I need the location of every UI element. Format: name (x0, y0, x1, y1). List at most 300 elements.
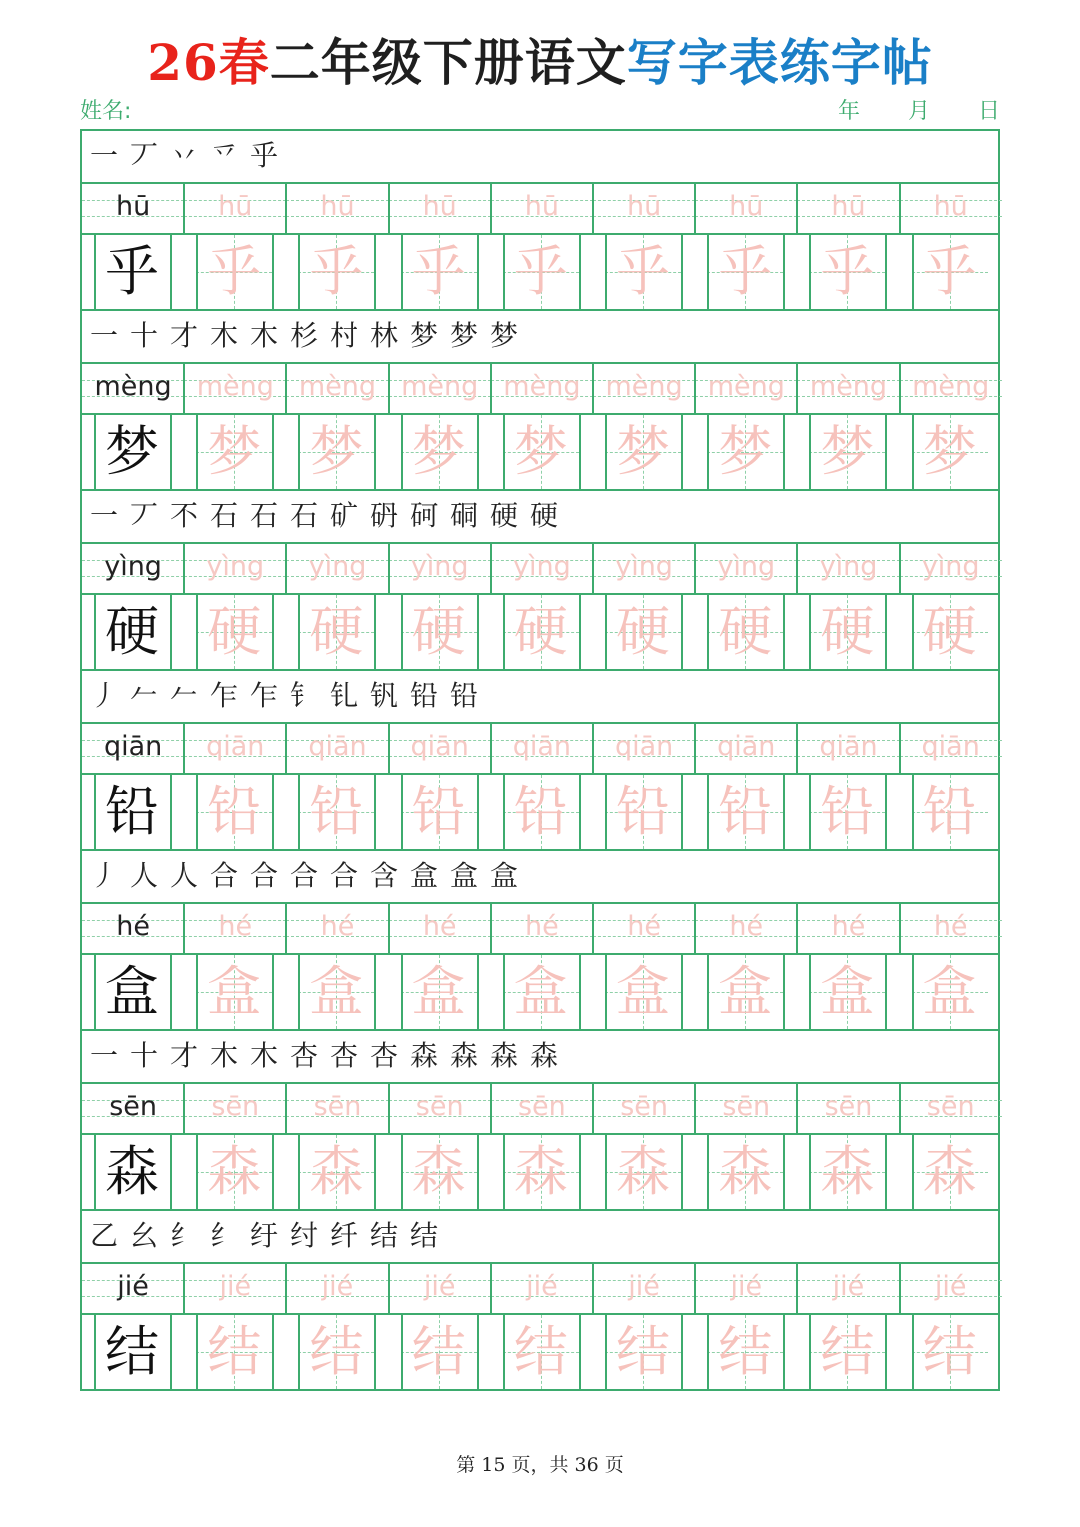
pinyin-trace: sēn (824, 1091, 873, 1122)
grid-divider (885, 1315, 887, 1389)
character-trace-cell[interactable] (912, 415, 988, 489)
grid-divider (183, 364, 185, 413)
pinyin-trace-cell[interactable] (286, 364, 388, 413)
pinyin-trace-cell[interactable] (389, 1264, 491, 1313)
stroke-step: 木 (210, 319, 239, 352)
character-trace: 铅 (513, 780, 568, 843)
grid-divider (694, 544, 696, 593)
stroke-step: 纟 (210, 1219, 239, 1252)
stroke-step: 𠂉 (130, 679, 159, 712)
stroke-step: 纣 (290, 1219, 319, 1252)
pinyin-trace: jié (526, 1271, 558, 1302)
character-trace-cell[interactable] (912, 1135, 988, 1209)
pinyin-trace-cell[interactable] (900, 724, 1002, 773)
grid-divider (272, 415, 274, 489)
pinyin-trace: hé (525, 911, 559, 942)
grid-divider (783, 595, 785, 669)
character-trace-cell[interactable] (707, 235, 783, 309)
character-trace: 结 (513, 1320, 568, 1383)
date-group (838, 96, 1000, 128)
grid-divider (592, 184, 594, 233)
grid-divider (707, 1135, 709, 1209)
stroke-step: 不 (170, 499, 199, 532)
grid-divider (170, 1135, 172, 1209)
pinyin-trace: jié (832, 1271, 865, 1302)
pinyin-trace: hū (422, 191, 457, 222)
character-trace-cell[interactable] (912, 955, 988, 1029)
day-label: 日 (977, 99, 1000, 124)
character-trace-cell[interactable] (605, 595, 681, 669)
pinyin-trace-cell[interactable] (900, 364, 1002, 413)
character-trace-cell[interactable] (298, 595, 374, 669)
character-trace-cell[interactable] (196, 955, 272, 1029)
grid-divider (783, 235, 785, 309)
character-row (80, 773, 1000, 849)
grid-divider (298, 595, 300, 669)
pinyin-trace: sēn (313, 1091, 362, 1122)
stroke-step: 砃 (370, 499, 399, 532)
character-trace-cell[interactable] (401, 235, 477, 309)
character-trace: 梦 (309, 420, 364, 483)
grid-divider (490, 184, 492, 233)
character-trace: 结 (718, 1320, 773, 1383)
grid-divider (579, 775, 581, 849)
pinyin-trace-cell[interactable] (491, 544, 593, 593)
grid-divider (503, 1315, 505, 1389)
grid-divider (374, 955, 376, 1029)
grid-divider (183, 1084, 185, 1133)
pinyin-trace-cell[interactable] (695, 184, 797, 233)
practice-entry (80, 669, 1000, 849)
grid-divider (783, 955, 785, 1029)
pinyin-trace-cell[interactable] (593, 1084, 695, 1133)
grid-divider (477, 235, 479, 309)
pinyin-trace: mèng (605, 371, 683, 402)
stroke-step: 乍 (250, 679, 279, 712)
character-trace-cell[interactable] (196, 595, 272, 669)
grid-divider (401, 1135, 403, 1209)
pinyin-trace: sēn (620, 1091, 668, 1122)
character-trace-cell[interactable] (401, 1315, 477, 1389)
grid-divider (477, 955, 479, 1029)
grid-divider (912, 775, 914, 849)
grid-divider (374, 235, 376, 309)
pinyin-trace-cell[interactable] (491, 184, 593, 233)
character-trace: 铅 (820, 780, 875, 843)
character-trace-cell[interactable] (605, 955, 681, 1029)
grid-divider (490, 1084, 492, 1133)
grid-divider (592, 364, 594, 413)
pinyin-trace: yìng (717, 551, 776, 582)
character-trace-cell[interactable] (196, 1315, 272, 1389)
month-label: 月 (907, 99, 930, 124)
character-trace-cell[interactable] (503, 595, 579, 669)
grid-divider (272, 1135, 274, 1209)
pinyin-trace-cell[interactable] (286, 724, 388, 773)
grid-divider (681, 955, 683, 1029)
pinyin-trace: jié (934, 1271, 967, 1302)
pinyin-trace-cell[interactable] (184, 1084, 286, 1133)
pinyin-model: hū (115, 191, 151, 222)
practice-entry (80, 849, 1000, 1029)
pinyin-trace: jié (321, 1271, 354, 1302)
pinyin-trace-cell[interactable] (389, 184, 491, 233)
pinyin-trace-cell[interactable] (184, 904, 286, 953)
grid-divider (477, 775, 479, 849)
character-trace-cell[interactable] (707, 595, 783, 669)
pinyin-trace: qiān (512, 731, 572, 762)
pinyin-model-cell (82, 1264, 184, 1313)
character-trace-cell[interactable] (298, 415, 374, 489)
character-trace: 硬 (513, 600, 568, 663)
character-trace-cell[interactable] (503, 775, 579, 849)
pinyin-trace-cell[interactable] (900, 1264, 1002, 1313)
pinyin-trace-cell[interactable] (184, 1264, 286, 1313)
pinyin-trace: jié (423, 1271, 456, 1302)
grid-divider (388, 904, 390, 953)
pinyin-model: mèng (94, 371, 172, 402)
character-trace: 结 (820, 1320, 875, 1383)
character-trace-cell[interactable] (707, 775, 783, 849)
character-trace: 盒 (922, 960, 977, 1023)
pinyin-trace: qiān (921, 731, 980, 762)
character-trace-cell[interactable] (401, 775, 477, 849)
pinyin-trace-cell[interactable] (389, 1084, 491, 1133)
character-trace-cell[interactable] (298, 1135, 374, 1209)
pinyin-trace-cell[interactable] (695, 724, 797, 773)
grid-divider (796, 1084, 798, 1133)
grid-divider (592, 1264, 594, 1313)
stroke-step: 乊 (210, 139, 239, 172)
character-trace: 盒 (820, 960, 875, 1023)
character-trace-cell[interactable] (809, 235, 885, 309)
character-row (80, 233, 1000, 309)
character-trace-cell[interactable] (503, 235, 579, 309)
grid-divider (285, 1264, 287, 1313)
grid-divider (681, 595, 683, 669)
stroke-order-row (80, 669, 1000, 722)
stroke-step: 森 (490, 1039, 519, 1072)
stroke-step: 结 (410, 1219, 439, 1252)
pinyin-row (80, 182, 1000, 233)
character-trace-cell[interactable] (809, 415, 885, 489)
character-trace-cell[interactable] (809, 955, 885, 1029)
character-trace-cell[interactable] (707, 415, 783, 489)
character-trace: 结 (309, 1320, 364, 1383)
grid-divider (503, 955, 505, 1029)
character-trace-cell[interactable] (809, 1135, 885, 1209)
character-trace-cell[interactable] (196, 415, 272, 489)
pinyin-trace: mèng (809, 371, 888, 402)
character-trace-cell[interactable] (298, 955, 374, 1029)
stroke-step: 杏 (290, 1039, 319, 1072)
pinyin-trace-cell[interactable] (695, 364, 797, 413)
grid-divider (94, 1135, 96, 1209)
grid-divider (388, 724, 390, 773)
stroke-step: 盒 (410, 859, 439, 892)
pinyin-trace-cell[interactable] (695, 544, 797, 593)
character-trace-cell[interactable] (707, 1315, 783, 1389)
character-trace-cell[interactable] (196, 775, 272, 849)
character-trace: 盒 (718, 960, 773, 1023)
grid-divider (681, 1135, 683, 1209)
stroke-step: 森 (450, 1039, 479, 1072)
character-trace: 梦 (207, 420, 262, 483)
character-trace-cell[interactable] (401, 595, 477, 669)
grid-divider (796, 364, 798, 413)
pinyin-trace-cell[interactable] (491, 904, 593, 953)
stroke-step: 乍 (210, 679, 239, 712)
practice-entry (80, 129, 1000, 309)
pinyin-trace-cell[interactable] (695, 1084, 797, 1133)
grid-divider (694, 1264, 696, 1313)
pinyin-row (80, 362, 1000, 413)
character-trace-cell[interactable] (605, 235, 681, 309)
pinyin-trace: yìng (410, 551, 469, 582)
grid-divider (490, 724, 492, 773)
character-trace: 盒 (207, 960, 262, 1023)
character-trace-cell[interactable] (912, 595, 988, 669)
pinyin-trace: sēn (722, 1091, 771, 1122)
character-trace-cell[interactable] (809, 595, 885, 669)
grid-divider (605, 595, 607, 669)
practice-entry (80, 489, 1000, 669)
pinyin-model-cell (82, 724, 184, 773)
grid-divider (183, 184, 185, 233)
practice-entry (80, 1209, 1000, 1389)
pinyin-trace-cell[interactable] (797, 544, 899, 593)
character-trace-cell[interactable] (298, 775, 374, 849)
character-trace: 乎 (411, 240, 466, 303)
character-trace-cell[interactable] (809, 1315, 885, 1389)
stroke-step: 砢 (410, 499, 439, 532)
character-trace: 铅 (207, 780, 262, 843)
grid-divider (796, 904, 798, 953)
pinyin-trace-cell[interactable] (286, 1084, 388, 1133)
pinyin-trace: qiān (614, 731, 674, 762)
title-part-year: 26春 (147, 33, 270, 92)
grid-divider (796, 184, 798, 233)
pinyin-trace-cell[interactable] (389, 904, 491, 953)
pinyin-trace-cell[interactable] (593, 724, 695, 773)
pinyin-trace: yìng (921, 551, 980, 582)
grid-divider (388, 364, 390, 413)
pinyin-trace-cell[interactable] (797, 1264, 899, 1313)
stroke-step: 才 (170, 319, 199, 352)
pinyin-trace-cell[interactable] (491, 1264, 593, 1313)
grid-divider (796, 544, 798, 593)
character-trace-cell[interactable] (196, 235, 272, 309)
character-trace-cell[interactable] (298, 235, 374, 309)
pinyin-trace-cell[interactable] (593, 904, 695, 953)
stroke-order-row (80, 1209, 1000, 1262)
grid-divider (579, 595, 581, 669)
pinyin-trace-cell[interactable] (389, 724, 491, 773)
stroke-step: 乙 (90, 1219, 119, 1252)
pinyin-trace-cell[interactable] (797, 184, 899, 233)
pinyin-trace: hé (729, 911, 764, 942)
grid-divider (272, 1315, 274, 1389)
pinyin-trace: jié (219, 1271, 252, 1302)
grid-divider (796, 724, 798, 773)
character-trace-cell[interactable] (912, 235, 988, 309)
character-trace: 乎 (207, 240, 262, 303)
character-trace: 盒 (513, 960, 568, 1023)
grid-divider (272, 955, 274, 1029)
pinyin-trace-cell[interactable] (184, 544, 286, 593)
grid-divider (605, 1135, 607, 1209)
character-trace: 乎 (513, 240, 568, 303)
character-row (80, 1133, 1000, 1209)
character-trace-cell[interactable] (503, 415, 579, 489)
character-trace: 森 (207, 1140, 262, 1203)
character-trace-cell[interactable] (605, 1315, 681, 1389)
stroke-step: 纤 (330, 1219, 359, 1252)
pinyin-trace-cell[interactable] (797, 364, 899, 413)
grid-divider (298, 235, 300, 309)
stroke-step: 一 (90, 319, 119, 352)
pinyin-row (80, 542, 1000, 593)
character-trace-cell[interactable] (605, 415, 681, 489)
pinyin-trace-cell[interactable] (797, 1084, 899, 1133)
grid-divider (401, 415, 403, 489)
character-trace: 盒 (309, 960, 364, 1023)
pinyin-trace-cell[interactable] (900, 904, 1002, 953)
pinyin-trace-cell[interactable] (797, 904, 899, 953)
character-trace-cell[interactable] (707, 1135, 783, 1209)
character-trace-cell[interactable] (503, 1135, 579, 1209)
character-trace: 硬 (411, 600, 466, 663)
pinyin-trace-cell[interactable] (389, 544, 491, 593)
stroke-step: 杏 (370, 1039, 399, 1072)
stroke-step: 人 (130, 859, 159, 892)
grid-divider (809, 955, 811, 1029)
character-trace: 森 (922, 1140, 977, 1203)
pinyin-trace-cell[interactable] (184, 184, 286, 233)
pinyin-trace-cell[interactable] (593, 544, 695, 593)
pinyin-trace-cell[interactable] (286, 1264, 388, 1313)
character-trace: 森 (820, 1140, 875, 1203)
grid-divider (170, 415, 172, 489)
pinyin-trace-cell[interactable] (491, 724, 593, 773)
character-model-cell (94, 595, 170, 669)
grid-divider (401, 955, 403, 1029)
pinyin-trace-cell[interactable] (593, 1264, 695, 1313)
pinyin-trace-cell[interactable] (286, 544, 388, 593)
grid-divider (477, 595, 479, 669)
stroke-step: 幺 (130, 1219, 159, 1252)
stroke-step: 十 (130, 1039, 159, 1072)
grid-divider (885, 595, 887, 669)
character-trace-cell[interactable] (809, 775, 885, 849)
character-trace-cell[interactable] (503, 1315, 579, 1389)
character-trace-cell[interactable] (401, 955, 477, 1029)
pinyin-trace-cell[interactable] (286, 184, 388, 233)
character-trace: 铅 (616, 780, 670, 843)
grid-divider (298, 415, 300, 489)
grid-divider (912, 415, 914, 489)
stroke-step: 十 (130, 319, 159, 352)
character-trace-cell[interactable] (298, 1315, 374, 1389)
pinyin-trace: hé (831, 911, 866, 942)
character-model-cell (94, 415, 170, 489)
pinyin-trace-cell[interactable] (900, 544, 1002, 593)
grid-divider (809, 1315, 811, 1389)
character-trace: 硬 (820, 600, 875, 663)
grid-divider (170, 775, 172, 849)
stroke-step: 林 (370, 319, 399, 352)
character-trace-cell[interactable] (401, 415, 477, 489)
character-trace-cell[interactable] (503, 955, 579, 1029)
character-trace: 盒 (616, 960, 670, 1023)
character-trace-cell[interactable] (605, 1135, 681, 1209)
character-trace-cell[interactable] (401, 1135, 477, 1209)
pinyin-trace-cell[interactable] (184, 364, 286, 413)
pinyin-trace-cell[interactable] (797, 724, 899, 773)
character-trace-cell[interactable] (605, 775, 681, 849)
grid-divider (605, 1315, 607, 1389)
character-trace-cell[interactable] (707, 955, 783, 1029)
stroke-step: 硬 (530, 499, 559, 532)
character-row (80, 1313, 1000, 1391)
pinyin-trace-cell[interactable] (900, 184, 1002, 233)
stroke-order-row (80, 129, 1000, 182)
pinyin-trace-cell[interactable] (491, 364, 593, 413)
pinyin-trace-cell[interactable] (184, 724, 286, 773)
pinyin-trace-cell[interactable] (593, 364, 695, 413)
character-trace: 硬 (718, 600, 773, 663)
stroke-step: 钅 (290, 679, 319, 712)
pinyin-trace: yìng (513, 551, 571, 582)
stroke-step: 丆 (130, 499, 159, 532)
pinyin-trace-cell[interactable] (695, 904, 797, 953)
grid-divider (388, 544, 390, 593)
pinyin-trace-cell[interactable] (695, 1264, 797, 1313)
grid-divider (503, 415, 505, 489)
grid-divider (592, 724, 594, 773)
pinyin-trace: qiān (410, 731, 469, 762)
stroke-step: 纟 (170, 1219, 199, 1252)
character-trace-cell[interactable] (912, 775, 988, 849)
pinyin-row (80, 722, 1000, 773)
grid-divider (196, 235, 198, 309)
stroke-step: 纡 (250, 1219, 279, 1252)
grid-divider (183, 904, 185, 953)
stroke-step: 硐 (450, 499, 479, 532)
grid-divider (285, 364, 287, 413)
pinyin-trace: sēn (415, 1091, 464, 1122)
grid-divider (94, 235, 96, 309)
pinyin-trace-cell[interactable] (389, 364, 491, 413)
grid-divider (899, 1264, 901, 1313)
stroke-step: 石 (250, 499, 279, 532)
pinyin-trace: hū (831, 191, 866, 222)
character-trace-cell[interactable] (196, 1135, 272, 1209)
pinyin-trace-cell[interactable] (286, 904, 388, 953)
stroke-step: 𠂉 (170, 679, 199, 712)
pinyin-trace-cell[interactable] (593, 184, 695, 233)
character-model-cell (94, 1135, 170, 1209)
pinyin-trace-cell[interactable] (491, 1084, 593, 1133)
character-model-cell (94, 955, 170, 1029)
stroke-step: 合 (330, 859, 359, 892)
grid-divider (681, 235, 683, 309)
grid-divider (885, 415, 887, 489)
grid-divider (388, 184, 390, 233)
stroke-order-row (80, 1029, 1000, 1082)
pinyin-trace-cell[interactable] (900, 1084, 1002, 1133)
character-trace-cell[interactable] (912, 1315, 988, 1389)
